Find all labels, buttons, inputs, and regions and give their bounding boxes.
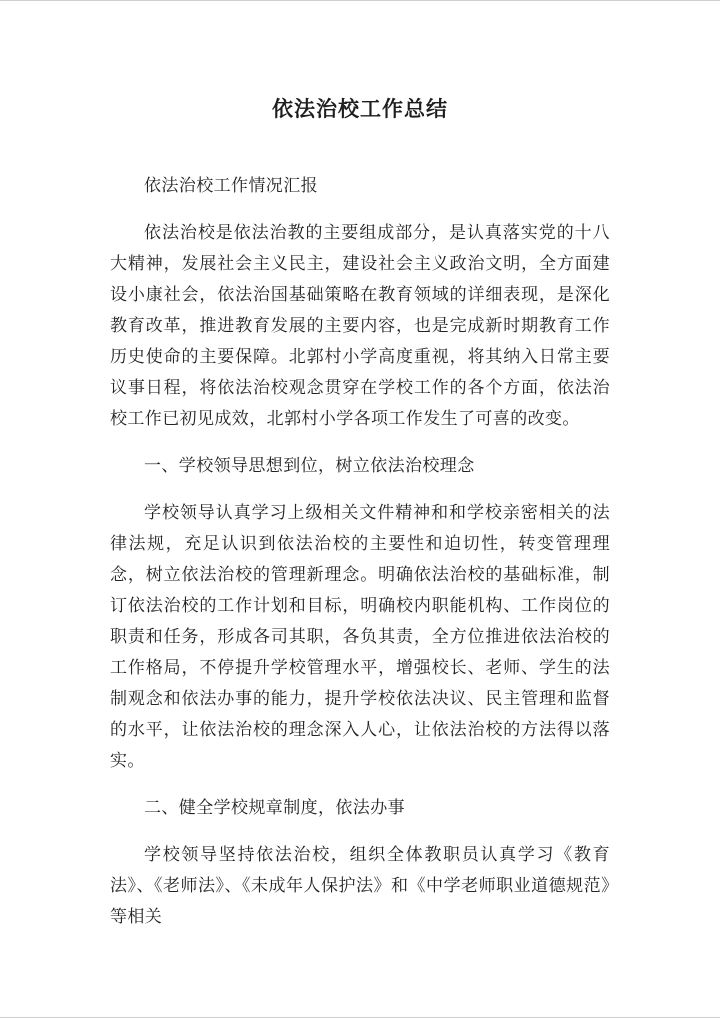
document-body	[110, 171, 610, 949]
report-heading: 依法治校工作情况汇报	[144, 176, 318, 196]
intro-paragraph: 依法治校是依法治教的主要组成部分，是认真落实党的十八大精神，发展社会主义民主，建设社会主义政治文明，全方面建设小康社会，依法治国基础策略在教育领域的详细表现，是深化教育改革，推进教育发展的主要内容，也是完成新时期教育工作历史使命的主要保障。北郭村小学高度重视，将其纳入日常主要议事日程，将依法治校观念贯穿在学校工作的各个方面，依法治校工作已初见成效，北郭村小学各项工作发生了可喜的改变。	[110, 223, 610, 429]
section-paragraph-2: 学校领导坚持依法治校，组织全体教职员认真学习《教育法》、《老师法》、《未成年人保护法》和《中学老师职业道德规范》等相关	[110, 845, 610, 927]
section-heading-2: 二、健全学校规章制度，依法办事	[144, 798, 405, 818]
section-paragraph-1: 学校领导认真学习上级相关文件精神和和学校亲密相关的法律法规，充足认识到依法治校的主要性和迫切性，转变管理理念，树立依法治校的管理新理念。明确依法治校的基础标准，制订依法治校的工作计划和目标，明确校内职能机构、工作岗位的职责和任务，形成各司其职，各负其责，全方位推进依法治校的工作格局，不停提升学校管理水平，增强校长、老师、学生的法制观念和依法办事的能力，提升学校依法决议、民主管理和监督的水平，让依法治校的理念深入人心，让依法治校的方法得以落实。	[110, 503, 610, 771]
section-heading-1: 一、学校领导思想到位，树立依法治校理念	[144, 456, 475, 476]
document-title: 依法治校工作总结	[272, 96, 448, 121]
